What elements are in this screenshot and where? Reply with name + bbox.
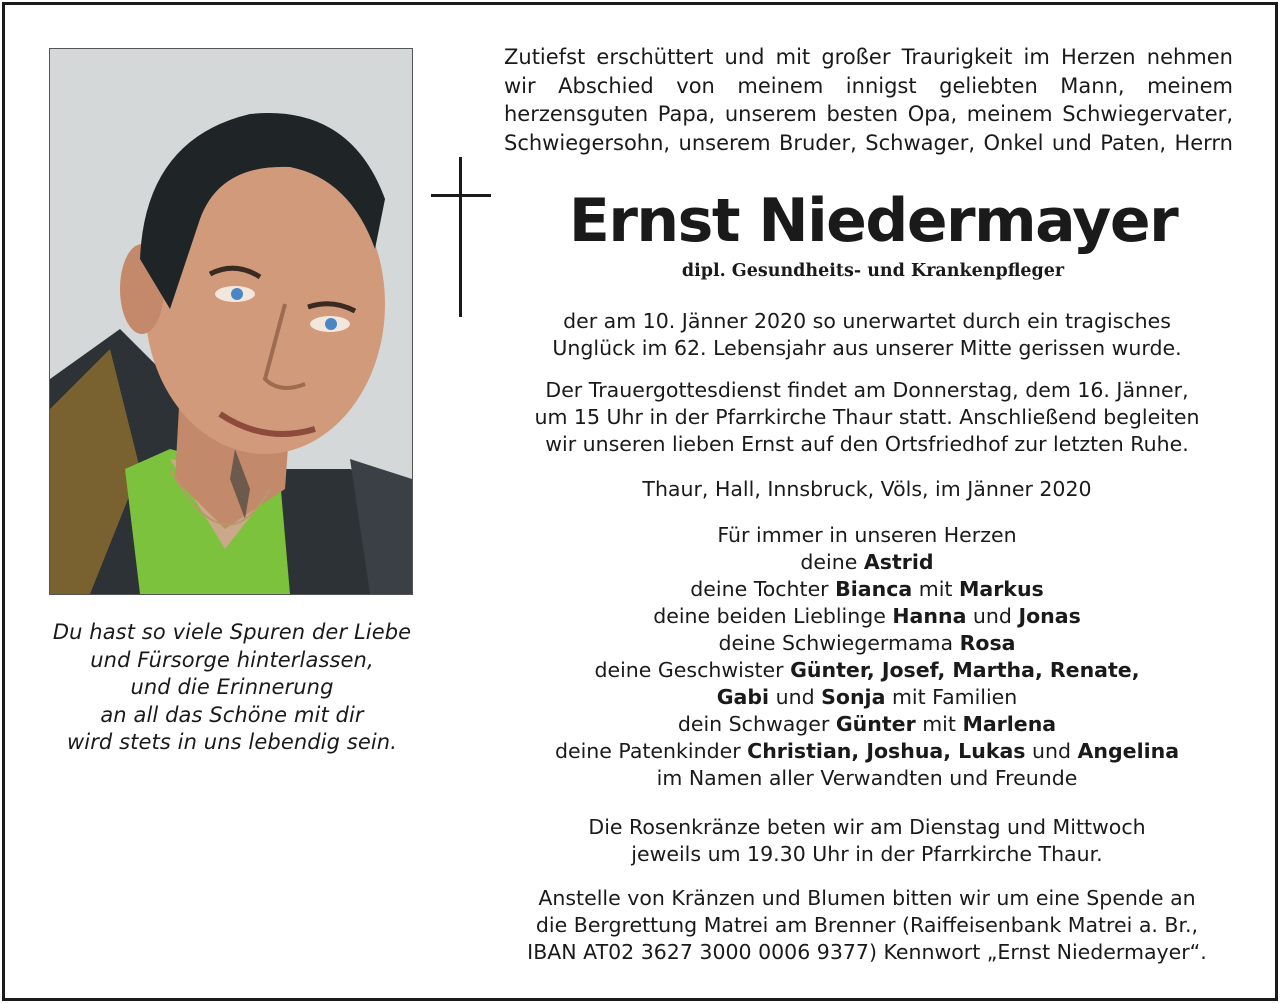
donation-paragraph (497, 885, 1237, 966)
place-date-text: Thaur, Hall, Innsbruck, Völs, im Jänner 2020 (642, 477, 1092, 501)
profession: dipl. Gesundheits- und Krankenpfleger (681, 261, 1065, 281)
intro-line: wir Abschied von meinem innigst geliebten Mann, meinem (504, 73, 1233, 98)
donation-line: die Bergrettung Matrei am Brenner (Raiffeisenbank Matrei a. Br., (535, 913, 1199, 937)
intro-line: Zutiefst erschüttert und mit großer Traurigkeit im Herzen nehmen (504, 45, 1233, 69)
cross-icon-bar (431, 194, 491, 197)
mourner-line: deine Patenkinder Christian, Joshua, Lukas und Angelina (554, 739, 1180, 763)
rosary-paragraph (497, 814, 1237, 868)
service-line: wir unseren lieben Ernst auf den Ortsfriedhof zur letzten Ruhe. (545, 432, 1189, 456)
service-line: Der Trauergottesdienst findet am Donnerstag, dem 16. Jänner, (545, 378, 1189, 402)
mourner-line: deine beiden Lieblinge Hanna und Jonas (653, 604, 1081, 628)
quote-line: und die Erinnerung (130, 675, 334, 699)
mourners-heading: Für immer in unseren Herzen (717, 523, 1017, 547)
place-date (497, 476, 1237, 503)
mourner-line: Gabi und Sonja mit Familien (716, 685, 1018, 709)
death-line: der am 10. Jänner 2020 so unerwartet durch ein tragisches (563, 309, 1171, 333)
quote-line: wird stets in uns lebendig sein. (66, 730, 397, 754)
mourner-line: deine Astrid (800, 550, 934, 574)
death-paragraph (497, 308, 1237, 362)
mourner-line: deine Geschwister Günter, Josef, Martha, Renate, (594, 658, 1140, 682)
quote-line: an all das Schöne mit dir (100, 702, 364, 727)
rosary-line: Die Rosenkränze beten wir am Dienstag und Mittwoch (588, 815, 1146, 839)
service-line: um 15 Uhr in der Pfarrkirche Thaur statt. Anschließend begleiten (534, 405, 1200, 429)
donation-line: IBAN AT02 3627 3000 0006 9377) Kennwort „Ernst Niedermayer“. (527, 940, 1207, 964)
portrait-photo (49, 48, 413, 595)
mourners-list (497, 522, 1237, 792)
mourner-line: im Namen aller Verwandten und Freunde (656, 766, 1078, 790)
quote-line: Du hast so viele Spuren der Liebe (52, 620, 412, 644)
memorial-quote (27, 619, 437, 757)
service-paragraph (497, 377, 1237, 458)
deceased-name: Ernst Niedermayer (568, 186, 1178, 256)
donation-line: Anstelle von Kränzen und Blumen bitten wir um eine Spende an (538, 886, 1196, 910)
intro-line: herzensguten Papa, unserem besten Opa, meinem Schwiegervater, (504, 102, 1233, 126)
quote-line: und Fürsorge hinterlassen, (90, 647, 374, 672)
mourner-line: dein Schwager Günter mit Marlena (677, 712, 1057, 736)
mourner-line: deine Schwiegermama Rosa (718, 631, 1016, 655)
cross-icon (459, 157, 462, 317)
rosary-line: jeweils um 19.30 Uhr in der Pfarrkirche Thaur. (631, 842, 1103, 866)
intro-text (504, 43, 1233, 157)
intro-line: Schwiegersohn, unserem Bruder, Schwager, Onkel und Paten, Herrn (504, 130, 1233, 155)
death-line: Unglück im 62. Lebensjahr aus unserer Mitte gerissen wurde. (552, 336, 1182, 360)
obituary-card (2, 2, 1278, 1001)
mourner-line: deine Tochter Bianca mit Markus (690, 577, 1044, 601)
